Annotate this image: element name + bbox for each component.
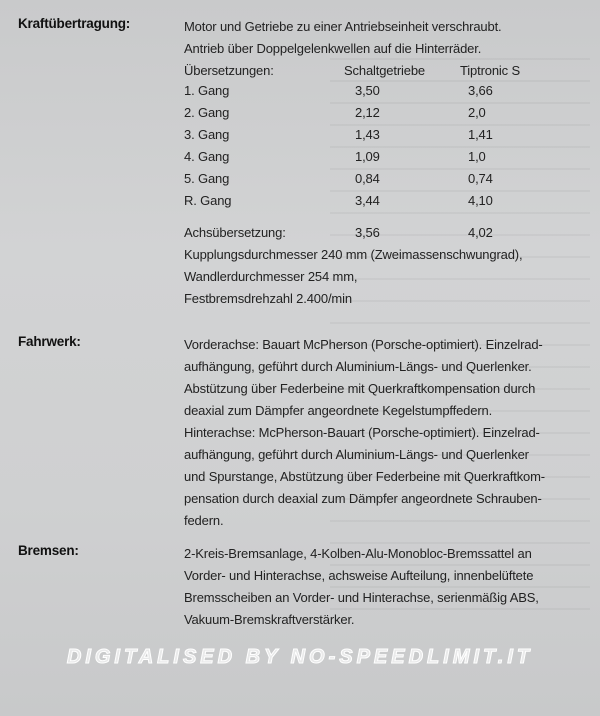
text-line: deaxial zum Dämpfer angeordnete Kegelstumpffedern. (184, 403, 493, 418)
text-line: Hinterachse: McPherson-Bauart (Porsche-optimiert). Einzelrad- (184, 425, 540, 440)
ratio-header-manual: Schaltgetriebe (344, 63, 426, 78)
ratio-table-row (184, 190, 584, 212)
spacer (184, 212, 584, 222)
text-line: Antrieb über Doppelgelenkwellen auf die Hinterräder. (184, 41, 482, 56)
section-body (184, 16, 584, 310)
tiptronic-ratio: 1,41 (468, 127, 493, 142)
section-heading: Kraftübertragung: (18, 16, 131, 31)
text-line: Vakuum-Bremskraftverstärker. (184, 612, 355, 627)
manual-ratio: 1,43 (355, 127, 380, 142)
manual-ratio: 2,12 (355, 105, 380, 120)
text-line: Abstützung über Federbeine mit Querkraftkompensation durch (184, 381, 536, 396)
tiptronic-ratio: 4,10 (468, 193, 493, 208)
text-line: und Spurstange, Abstützung über Federbeine mit Querkraftkom- (184, 469, 545, 484)
manual-ratio: 3,50 (355, 83, 380, 98)
text-line: Kupplungsdurchmesser 240 mm (Zweimassenschwungrad), (184, 247, 523, 262)
axle-ratio-manual: 3,56 (355, 225, 380, 240)
text-line: Vorder- und Hinterachse, achsweise Aufteilung, innenbelüftete (184, 568, 534, 583)
text-line: federn. (184, 513, 224, 528)
text-line: Vorderachse: Bauart McPherson (Porsche-optimiert). Einzelrad- (184, 337, 543, 352)
text-line: pensation durch deaxial zum Dämpfer angeordnete Schrauben- (184, 491, 542, 506)
watermark: DIGITALISED BY NO-SPEEDLIMIT.IT (66, 646, 534, 668)
tiptronic-ratio: 3,66 (468, 83, 493, 98)
tiptronic-ratio: 0,74 (468, 171, 493, 186)
text-line: aufhängung, geführt durch Aluminium-Längs- und Querlenker (184, 447, 529, 462)
axle-ratio-label: Achsübersetzung: (184, 225, 286, 240)
text-line: 2-Kreis-Bremsanlage, 4-Kolben-Alu-Monobloc-Bremssattel an (184, 546, 532, 561)
axle-ratio-tiptronic: 4,02 (468, 225, 493, 240)
ratio-table-row (184, 80, 584, 102)
manual-ratio: 3,44 (355, 193, 380, 208)
text-line: Motor und Getriebe zu einer Antriebseinheit verschraubt. (184, 19, 502, 34)
gear-label: 4. Gang (184, 149, 230, 164)
ratio-table-header (184, 60, 584, 80)
ratio-table-row (184, 124, 584, 146)
section-body (184, 543, 584, 631)
ratio-table-row (184, 168, 584, 190)
ratio-header-label: Übersetzungen: (184, 63, 274, 78)
gear-label: 3. Gang (184, 127, 230, 142)
tiptronic-ratio: 1,0 (468, 149, 486, 164)
gear-label: 1. Gang (184, 83, 230, 98)
section-heading: Fahrwerk: (18, 334, 81, 349)
gear-label: 5. Gang (184, 171, 230, 186)
text-line: aufhängung, geführt durch Aluminium-Längs- und Querlenker. (184, 359, 532, 374)
section-heading: Bremsen: (18, 543, 79, 558)
ratio-table-row (184, 146, 584, 168)
section-body (184, 334, 584, 532)
ratio-table-row (184, 102, 584, 124)
gear-label: 2. Gang (184, 105, 230, 120)
manual-ratio: 0,84 (355, 171, 380, 186)
text-line: Wandlerdurchmesser 254 mm, (184, 269, 358, 284)
ratio-header-tiptronic: Tiptronic S (460, 63, 520, 78)
text-line: Festbremsdrehzahl 2.400/min (184, 291, 352, 306)
axle-ratio-row (184, 222, 584, 244)
tiptronic-ratio: 2,0 (468, 105, 486, 120)
gear-label: R. Gang (184, 193, 232, 208)
text-line: Bremsscheiben an Vorder- und Hinterachse, serienmäßig ABS, (184, 590, 539, 605)
manual-ratio: 1,09 (355, 149, 380, 164)
